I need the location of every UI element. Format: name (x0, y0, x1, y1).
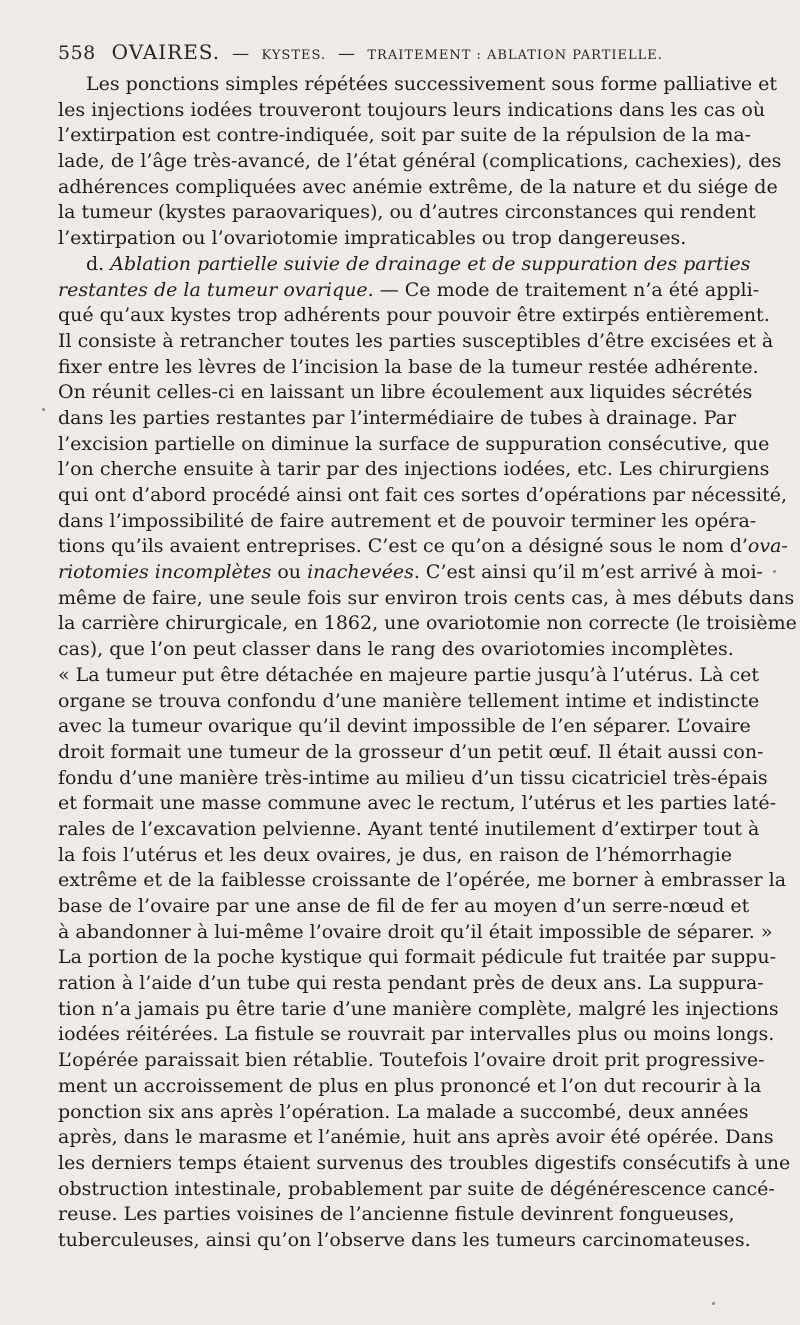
text-line (58, 483, 787, 509)
text-run: la carrière chirurgicale, en 1862, une ovariotomie non correcte (le troisième (58, 612, 797, 635)
text-run: lade, de l’âge très-avancé, de l’état général (complications, cachexies), des (58, 150, 782, 173)
header-separator: — (232, 44, 250, 64)
text-run: rales de l’excavation pelvienne. Ayant tenté inutilement d’extirper tout à (58, 817, 760, 840)
section-label: d. (86, 252, 111, 275)
text-line (58, 1125, 774, 1151)
text-line (58, 1048, 765, 1074)
text-line (58, 200, 756, 226)
text-line (58, 1151, 791, 1177)
text-run: l’on cherche ensuite à tarir par des injections iodées, etc. Les chirurgiens (58, 458, 770, 481)
text-line (58, 766, 768, 792)
text-line (58, 98, 766, 124)
text-line (58, 997, 779, 1023)
text-run: L’opérée paraissait bien rétablie. Toutefois l’ovaire droit prit progressive- (58, 1049, 765, 1072)
text-line (58, 560, 763, 586)
text-line (58, 714, 751, 740)
section-title: restantes de la tumeur ovarique. (58, 278, 374, 301)
text-run: les derniers temps étaient survenus des troubles digestifs consécutifs à une (58, 1151, 791, 1174)
text-run: fixer entre les lèvres de l’incision la base de la tumeur restée adhérente. (58, 355, 759, 378)
text-line (58, 817, 760, 843)
text-line (58, 1202, 735, 1228)
text-line (58, 355, 759, 381)
text-run: qui ont d’abord procédé ainsi ont fait ces sortes d’opérations par nécessité, (58, 484, 787, 506)
text-line (58, 791, 777, 817)
text-run: qué qu’aux kystes trop adhérents pour pouvoir être extirpés entièrement. (58, 304, 770, 327)
text-line (58, 637, 732, 663)
text-run: extrême et de la faiblesse croissante de l’opérée, me borner à embrasser la (58, 869, 787, 892)
text-run: obstruction intestinale, probablement par suite de dégénérescence cancé- (58, 1177, 775, 1200)
text-line (58, 509, 757, 535)
text-run: — Ce mode de traitement n’a été appli- (373, 278, 760, 301)
text-line (58, 457, 770, 483)
text-run: organe se trouva confondu d’une manière tellement intime et indistincte (58, 689, 760, 712)
text-run: avec la tumeur ovarique qu’il devint impossible de l’en séparer. L’ovaire (58, 715, 751, 738)
text-run: ment un accroissement de plus en plus prononcé et l’on dut recourir à la (58, 1074, 762, 1097)
text-line (58, 586, 795, 612)
text-run: Il consiste à retrancher toutes les parties susceptibles d’être excisées et à (58, 329, 774, 352)
text-line (58, 406, 737, 432)
text-line (58, 534, 788, 560)
text-run: . C’est ainsi qu’il m’est arrivé à moi- (413, 561, 763, 584)
text-run: ration à l’aide d’un tube qui resta pendant près de deux ans. La suppura- (58, 972, 764, 995)
text-line (58, 868, 787, 894)
text-run: tions qu’ils avaient entreprises. C’est ce qu’on a désigné sous le nom d’ (58, 535, 748, 558)
text-line (58, 1177, 775, 1203)
text-run: La portion de la poche kystique qui formait pédicule fut traitée par suppu- (58, 946, 777, 969)
text-run: droit formait une tumeur de la grosseur d’un petit œuf. Il était aussi con- (58, 740, 764, 763)
paper-speck (42, 408, 45, 411)
text-line (58, 149, 782, 175)
text-line (58, 432, 770, 458)
text-run: les injections iodées trouveront toujours leurs indications dans les cas où (58, 98, 766, 121)
text-run: « La tumeur put être détachée en majeure partie jusqu’à l’utérus. Là cet (58, 663, 759, 686)
text-run: cas), que l’on peut classer dans le rang des ovariotomies incomplètes. (58, 638, 734, 661)
paper-speck (712, 1302, 715, 1305)
text-line (58, 689, 760, 715)
text-line (58, 611, 797, 637)
text-run: l’extirpation est contre-indiquée, soit par suite de la répulsion de la ma- (58, 124, 752, 147)
text-line (58, 894, 750, 920)
page-number: 558 (58, 42, 96, 64)
text-line (58, 123, 752, 149)
text-run: même de faire, une seule fois sur environ trois cents cas, à mes débuts dans (58, 586, 795, 609)
italic-term: inachevées (307, 561, 414, 584)
text-run: à abandonner à lui-même l’ovaire droit qu’il était impossible de séparer. » (58, 920, 773, 943)
running-header (58, 40, 728, 64)
text-run: et formait une masse commune avec le rectum, l’utérus et les parties laté- (58, 792, 777, 815)
text-run: tuberculeuses, ainsi qu’on l’observe dans les tumeurs carcinomateuses. (58, 1228, 751, 1251)
text-line (58, 920, 773, 946)
text-run: ou (271, 561, 308, 584)
text-line (58, 175, 778, 201)
section-heading-line (58, 252, 751, 278)
italic-term: ova- (747, 535, 788, 558)
text-run: On réunit celles-ci en laissant un libre écoulement aux liquides sécrétés (58, 381, 753, 404)
text-line (58, 1022, 775, 1048)
text-run: la tumeur (kystes paraovariques), ou d’autres circonstances qui rendent (58, 201, 756, 224)
text-run: base de l’ovaire par une anse de fil de fer au moyen d’un serre-nœud et (58, 895, 750, 917)
text-run: tion n’a jamais pu être tarie d’une manière complète, malgré les injections (58, 997, 779, 1020)
text-run: la fois l’utérus et les deux ovaires, je dus, en raison de l’hémorrhagie (58, 843, 732, 866)
section-heading-line (58, 278, 760, 304)
text-run: après, dans le marasme et l’anémie, huit ans après avoir été opérée. Dans (58, 1126, 774, 1149)
text-line (58, 1100, 749, 1126)
text-line (58, 329, 774, 355)
text-line (58, 303, 770, 329)
text-line (58, 226, 732, 252)
section-title: Ablation partielle suivie de drainage et de suppuration des parties (110, 252, 751, 275)
text-line (58, 1074, 762, 1100)
paper-speck (773, 570, 776, 573)
text-line (58, 971, 764, 997)
text-run: iodées réitérées. La fistule se rouvrait par intervalles plus ou moins longs. (58, 1023, 775, 1046)
text-line (58, 843, 732, 869)
text-run: dans l’impossibilité de faire autrement et de pouvoir terminer les opéra- (58, 509, 757, 532)
text-run: dans les parties restantes par l’intermédiaire de tubes à drainage. Par (58, 406, 737, 429)
text-run: l’extirpation ou l’ovariotomie impraticables ou trop dangereuses. (58, 227, 687, 250)
text-run: Les ponctions simples répétées successivement sous forme palliative et (86, 73, 778, 95)
text-run: adhérences compliquées avec anémie extrême, de la nature et du siége de (58, 175, 778, 198)
text-run: l’excision partielle on diminue la surface de suppuration consécutive, que (58, 432, 770, 455)
header-section: TRAITEMENT : ABLATION PARTIELLE. (367, 48, 663, 63)
header-subtitle: KYSTES. (261, 48, 327, 63)
body-text (58, 72, 797, 1254)
text-line (58, 740, 764, 766)
text-line (58, 945, 777, 971)
text-line (58, 72, 778, 98)
text-line (58, 380, 753, 406)
text-run: reuse. Les parties voisines de l’ancienne fistule devinrent fongueuses, (58, 1203, 735, 1226)
text-run: fondu d’une manière très-intime au milieu d’un tissu cicatriciel très-épais (58, 766, 768, 789)
text-line (58, 663, 759, 689)
text-run: ponction six ans après l’opération. La malade a succombé, deux années (58, 1100, 749, 1123)
header-title: OVAIRES. (111, 40, 221, 64)
italic-term: riotomies incomplètes (58, 561, 272, 584)
header-separator: — (337, 44, 356, 64)
text-line (58, 1228, 751, 1254)
